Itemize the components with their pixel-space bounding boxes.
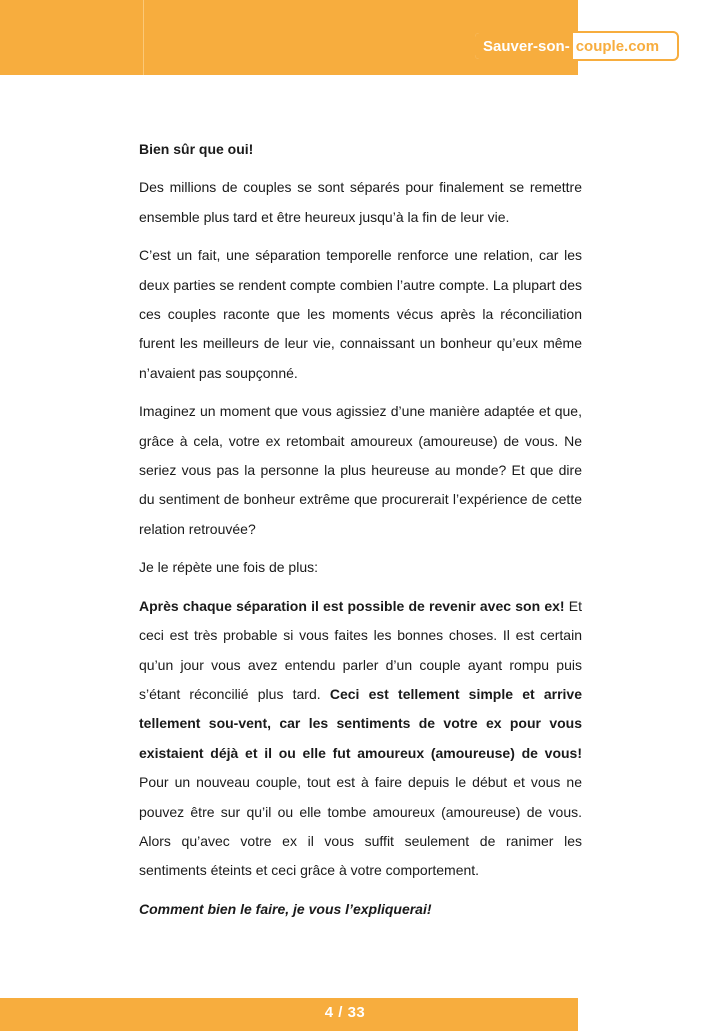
intro-bold: Bien sûr que oui!: [139, 141, 254, 157]
paragraph-6: [139, 592, 582, 886]
page-number: 4 / 33: [324, 1004, 366, 1021]
p6-text-1: Et ceci est très probable si vous faites les bonnes choses. Il est certain qu’un jour vous avez entendu parler d’un couple ayant rompu puis s’étant réconcilié plus tard.: [139, 597, 582, 702]
page-body: [139, 135, 582, 933]
footer-band: [0, 998, 578, 1031]
paragraph-4: Imaginez un moment que vous agissiez d’une manière adaptée et que, grâce à cela, votre ex retombait amoureux (amoureuse) de vous. Ne seriez vous pas la personne la plus heureuse au monde? Et que dire du sentiment de bonheur extrême que procurerait l’expérience de cette relation retrouvée?: [139, 403, 582, 537]
paragraph-5: Je le répète une fois de plus:: [139, 559, 319, 576]
p6-bold-2: Ceci est tellement simple et arrive tellement sou-vent, car les sentiments de votre ex pour vous existaient déjà et il ou elle fut amoureux (amoureuse) de vous!: [139, 685, 582, 761]
p6-bold-1: Après chaque séparation il est possible de revenir avec son ex!: [139, 597, 565, 614]
brand-logo-right: couple.com: [575, 37, 660, 55]
paragraph-intro: [139, 135, 582, 164]
header-divider: [143, 0, 144, 75]
brand-logo-left: Sauver-son-: [475, 33, 573, 59]
paragraph-2: Des millions de couples se sont séparés pour finalement se remettre ensemble plus tard et être heureux jusqu’à la fin de leur vie.: [139, 179, 582, 225]
p6-text-2: Pour un nouveau couple, tout est à faire depuis le début et vous ne pouvez être sur qu’il ou elle tombe amoureux (amoureuse) de vous. Alors qu’avec votre ex il vous suffit seulement de ranimer les sentiments éteints et ceci grâce à votre comportement.: [139, 774, 582, 879]
closing-italic: Comment bien le faire, je vous l’expliquerai!: [139, 900, 432, 917]
brand-logo: [473, 31, 679, 61]
paragraph-3: C’est un fait, une séparation temporelle renforce une relation, car les deux parties se rendent compte combien l’autre compte. La plupart des ces couples raconte que les moments vécus après la réconciliation furent les meilleurs de leur vie, connaissant un bonheur qu’eux même n’avaient pas soupçonné.: [139, 247, 582, 381]
paragraph-7: [139, 895, 582, 924]
